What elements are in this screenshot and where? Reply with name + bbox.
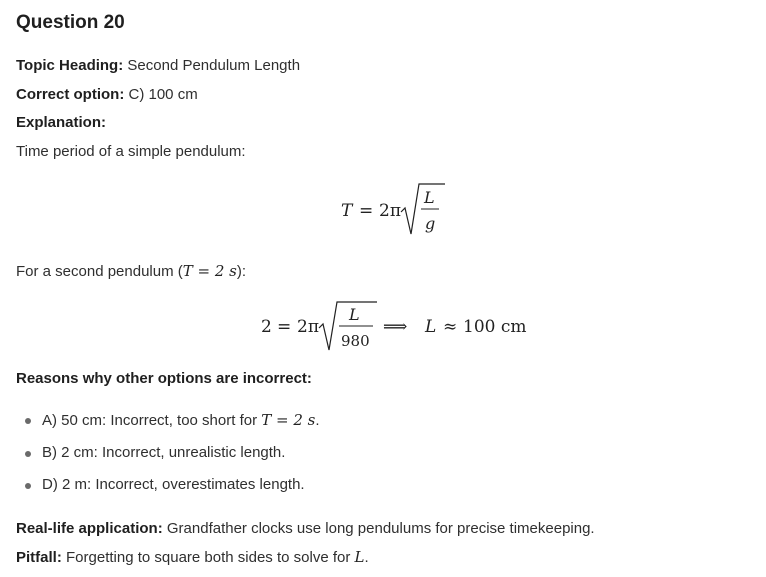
formula1-coefficient: 2π (379, 201, 401, 221)
topic-label: Topic Heading: (16, 57, 124, 74)
list-item (42, 411, 320, 429)
second-pendulum-formula (255, 296, 535, 356)
formula2-coefficient: 2π (297, 317, 319, 337)
bullet-dot (25, 418, 31, 424)
formula2-result-value: 100 cm (463, 317, 527, 337)
question-title: Question 20 (16, 12, 125, 33)
reason-a-tail: . (315, 412, 320, 429)
formula2-lhs: 2 (261, 317, 272, 337)
pitfall-tail: . (364, 549, 369, 566)
formula2-numerator: L (349, 305, 360, 324)
pendulum-period-formula (335, 178, 455, 240)
formula2-result-var: L (425, 317, 437, 337)
correct-option-label: Correct option: (16, 86, 125, 103)
formula1-denominator: g (425, 214, 436, 233)
pitfall-line (16, 548, 369, 566)
reasons-heading: Reasons why other options are incorrect: (16, 370, 312, 387)
real-life-label: Real-life application: (16, 520, 163, 537)
reason-a-math: T = 2 s (261, 411, 316, 429)
real-life-line (16, 520, 595, 537)
list-item: D) 2 m: Incorrect, overestimates length. (42, 476, 305, 493)
bullet-dot (25, 483, 31, 489)
bullet-dot (25, 451, 31, 457)
correct-option-value: C) 100 cm (128, 86, 198, 103)
pitfall-value: Forgetting to square both sides to solve for (66, 549, 355, 566)
second-text-prefix: For a second pendulum ( (16, 263, 183, 280)
formula1-numerator: L (424, 188, 435, 207)
pitfall-label: Pitfall: (16, 549, 62, 566)
real-life-value: Grandfather clocks use long pendulums for precise timekeeping. (166, 520, 595, 537)
formula2-approx: ≈ (443, 317, 458, 337)
formula2-implies-arrow: ⟹ (383, 317, 408, 337)
formula2-equals: = (277, 317, 292, 337)
pitfall-math: L (354, 548, 365, 566)
formula1-lhs: T (341, 201, 353, 221)
intro-text: Time period of a simple pendulum: (16, 143, 246, 160)
formula1-equals: = (359, 201, 374, 221)
second-text-suffix: ): (236, 263, 247, 280)
second-pendulum-text (16, 262, 246, 280)
correct-option-line (16, 86, 198, 103)
reason-a-text: A) 50 cm: Incorrect, too short for (42, 412, 262, 429)
formula2-denominator: 980 (341, 332, 370, 350)
topic-value: Second Pendulum Length (127, 57, 301, 74)
second-text-math: T = 2 s (182, 262, 237, 280)
topic-line (16, 57, 300, 74)
explanation-label: Explanation: (16, 114, 107, 131)
list-item: B) 2 cm: Incorrect, unrealistic length. (42, 444, 286, 461)
